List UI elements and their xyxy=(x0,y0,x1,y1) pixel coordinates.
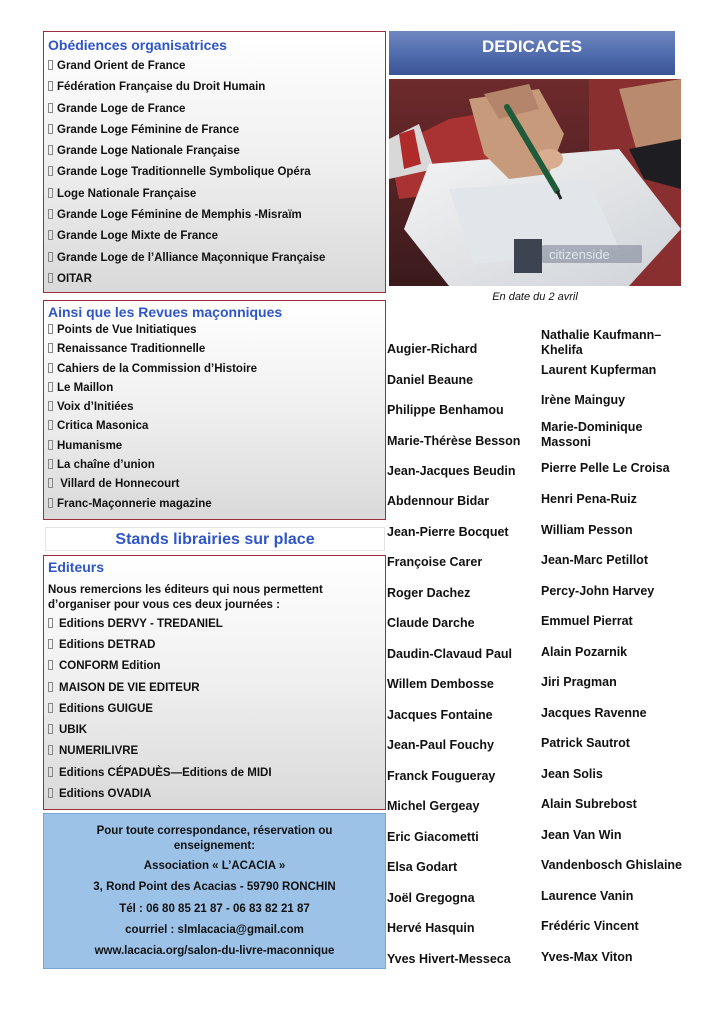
list-item: William Pesson xyxy=(541,523,633,537)
stands-heading: Stands librairies sur place xyxy=(45,527,385,551)
list-item: Grande Loge Nationale Française xyxy=(48,145,240,157)
checkbox-bullet-icon xyxy=(48,498,53,508)
checkbox-bullet-icon xyxy=(48,382,53,392)
checkbox-bullet-icon xyxy=(48,209,53,219)
list-item: Yves-Max Viton xyxy=(541,950,633,964)
checkbox-bullet-icon xyxy=(48,188,53,198)
list-item: Points de Vue Initiatiques xyxy=(48,324,197,336)
list-item: Joël Gregogna xyxy=(387,891,475,905)
checkbox-bullet-icon xyxy=(48,745,53,755)
list-item: Loge Nationale Française xyxy=(48,188,196,200)
list-item: Vandenbosch Ghislaine xyxy=(541,858,683,872)
checkbox-bullet-icon xyxy=(48,60,53,70)
list-item: Eric Giacometti xyxy=(387,830,479,844)
signing-photo-image xyxy=(389,79,681,286)
obediences-box xyxy=(43,31,386,293)
list-item: Yves Hivert-Messeca xyxy=(387,952,511,966)
checkbox-bullet-icon xyxy=(48,145,53,155)
checkbox-bullet-icon xyxy=(48,420,53,430)
list-item: Editions DERVY - TREDANIEL xyxy=(48,618,223,630)
list-item: Elsa Godart xyxy=(387,860,458,874)
list-item: Voix d’Initiées xyxy=(48,401,133,413)
checkbox-bullet-icon xyxy=(48,788,53,798)
checkbox-bullet-icon xyxy=(48,660,53,670)
obediences-title: Obédiences organisatrices xyxy=(48,37,227,53)
checkbox-bullet-icon xyxy=(48,230,53,240)
list-item: Marie-Dominique Massoni xyxy=(541,420,643,449)
list-item: Alain Subrebost xyxy=(541,797,637,811)
editeurs-box xyxy=(43,555,386,810)
list-item: Hervé Hasquin xyxy=(387,921,475,935)
contact-website: www.lacacia.org/salon-du-livre-maconnique xyxy=(94,945,335,957)
list-item: Editions DETRAD xyxy=(48,639,155,651)
list-item: Franc-Maçonnerie magazine xyxy=(48,498,212,510)
checkbox-bullet-icon xyxy=(48,273,53,283)
list-item: Emmuel Pierrat xyxy=(541,614,633,628)
list-item: Frédéric Vincent xyxy=(541,919,639,933)
list-item: Françoise Carer xyxy=(387,555,483,569)
editeurs-intro: Nous remercions les éditeurs qui nous permettent d’organiser pour vous ces deux journées : xyxy=(48,584,323,611)
checkbox-bullet-icon xyxy=(48,166,53,176)
list-item: Alain Pozarnik xyxy=(541,645,628,659)
list-item: Grande Loge Traditionnelle Symbolique Opéra xyxy=(48,166,311,178)
checkbox-bullet-icon xyxy=(48,639,53,649)
list-item: Jacques Ravenne xyxy=(541,706,647,720)
list-item: Jean Van Win xyxy=(541,828,622,842)
list-item: Grande Loge de France xyxy=(48,103,185,115)
contact-line: Pour toute correspondance, réservation ou xyxy=(96,825,333,837)
list-item: Fédération Française du Droit Humain xyxy=(48,81,265,93)
contact-email: courriel : slmlacacia@gmail.com xyxy=(125,924,304,936)
list-item: Daniel Beaune xyxy=(387,373,474,387)
list-item: Abdennour Bidar xyxy=(387,494,490,508)
list-item: Pierre Pelle Le Croisa xyxy=(541,461,670,475)
contact-association: Association « L’ACACIA » xyxy=(143,860,286,872)
checkbox-bullet-icon xyxy=(48,682,53,692)
list-item: Franck Fougueray xyxy=(387,769,496,783)
list-item: UBIK xyxy=(48,724,87,736)
list-item: Grand Orient de France xyxy=(48,60,185,72)
list-item: Jacques Fontaine xyxy=(387,708,493,722)
list-item: OITAR xyxy=(48,273,92,285)
list-item: La chaîne d’union xyxy=(48,459,155,471)
checkbox-bullet-icon xyxy=(48,767,53,777)
checkbox-bullet-icon xyxy=(48,324,53,334)
list-item: Jean-Jacques Beudin xyxy=(387,464,516,478)
checkbox-bullet-icon xyxy=(48,401,53,411)
list-item: MAISON DE VIE EDITEUR xyxy=(48,682,200,694)
list-item: Laurence Vanin xyxy=(541,889,634,903)
checkbox-bullet-icon xyxy=(48,343,53,353)
checkbox-bullet-icon xyxy=(48,703,53,713)
list-item: Jean Solis xyxy=(541,767,603,781)
list-item: Patrick Sautrot xyxy=(541,736,630,750)
list-item: Le Maillon xyxy=(48,382,113,394)
list-item: Nathalie Kaufmann–Khelifa xyxy=(541,328,662,357)
list-item: Jean-Paul Fouchy xyxy=(387,738,494,752)
checkbox-bullet-icon xyxy=(48,363,53,373)
contact-line: enseignement: xyxy=(173,840,256,852)
list-item: Cahiers de la Commission d’Histoire xyxy=(48,363,257,375)
checkbox-bullet-icon xyxy=(48,81,53,91)
checkbox-bullet-icon xyxy=(48,124,53,134)
dedicaces-banner: DEDICACES xyxy=(389,31,675,75)
contact-address: 3, Rond Point des Acacias - 59790 RONCHIN xyxy=(93,881,336,893)
photo-watermark: citizenside xyxy=(549,247,610,262)
list-item: Grande Loge Féminine de France xyxy=(48,124,239,136)
checkbox-bullet-icon xyxy=(48,103,53,113)
list-item: Percy-John Harvey xyxy=(541,584,655,598)
list-item: NUMERILIVRE xyxy=(48,745,138,757)
editeurs-title: Editeurs xyxy=(48,559,105,575)
checkbox-bullet-icon xyxy=(48,459,53,469)
list-item: Michel Gergeay xyxy=(387,799,480,813)
contact-phone: Tél : 06 80 85 21 87 - 06 83 82 21 87 xyxy=(119,903,310,915)
revues-title: Ainsi que les Revues maçonniques xyxy=(48,304,283,320)
list-item: CONFORM Edition xyxy=(48,660,161,672)
list-item: Marie-Thérèse Besson xyxy=(387,434,521,448)
checkbox-bullet-icon xyxy=(48,252,53,262)
list-item: Irène Mainguy xyxy=(541,393,626,407)
revues-box xyxy=(43,300,386,520)
checkbox-bullet-icon xyxy=(48,440,53,450)
list-item: Philippe Benhamou xyxy=(387,403,504,417)
list-item: Henri Pena-Ruiz xyxy=(541,492,637,506)
contact-box xyxy=(43,813,386,969)
list-item: Claude Darche xyxy=(387,616,475,630)
list-item: Renaissance Traditionnelle xyxy=(48,343,205,355)
list-item: Augier-Richard xyxy=(387,342,478,356)
list-item: Editions CÉPADUÈS—Editions de MIDI xyxy=(48,767,272,779)
signing-photo xyxy=(389,79,681,286)
list-item: Roger Dachez xyxy=(387,586,471,600)
list-item: Jiri Pragman xyxy=(541,675,617,689)
list-item: Laurent Kupferman xyxy=(541,363,657,377)
list-item: Editions OVADIA xyxy=(48,788,151,800)
list-item: Critica Masonica xyxy=(48,420,148,432)
list-item: Jean-Marc Petillot xyxy=(541,553,648,567)
photo-caption: En date du 2 avril xyxy=(492,291,578,303)
list-item: Villard de Honnecourt xyxy=(48,478,179,490)
list-item: Willem Dembosse xyxy=(387,677,494,691)
list-item: Editions GUIGUE xyxy=(48,703,153,715)
list-item: Humanisme xyxy=(48,440,122,452)
list-item: Grande Loge Mixte de France xyxy=(48,230,218,242)
checkbox-bullet-icon xyxy=(48,618,53,628)
list-item: Daudin-Clavaud Paul xyxy=(387,647,513,661)
checkbox-bullet-icon xyxy=(48,478,53,488)
checkbox-bullet-icon xyxy=(48,724,53,734)
list-item: Jean-Pierre Bocquet xyxy=(387,525,509,539)
list-item: Grande Loge Féminine de Memphis -Misraïm xyxy=(48,209,302,221)
list-item: Grande Loge de l’Alliance Maçonnique Française xyxy=(48,252,325,264)
